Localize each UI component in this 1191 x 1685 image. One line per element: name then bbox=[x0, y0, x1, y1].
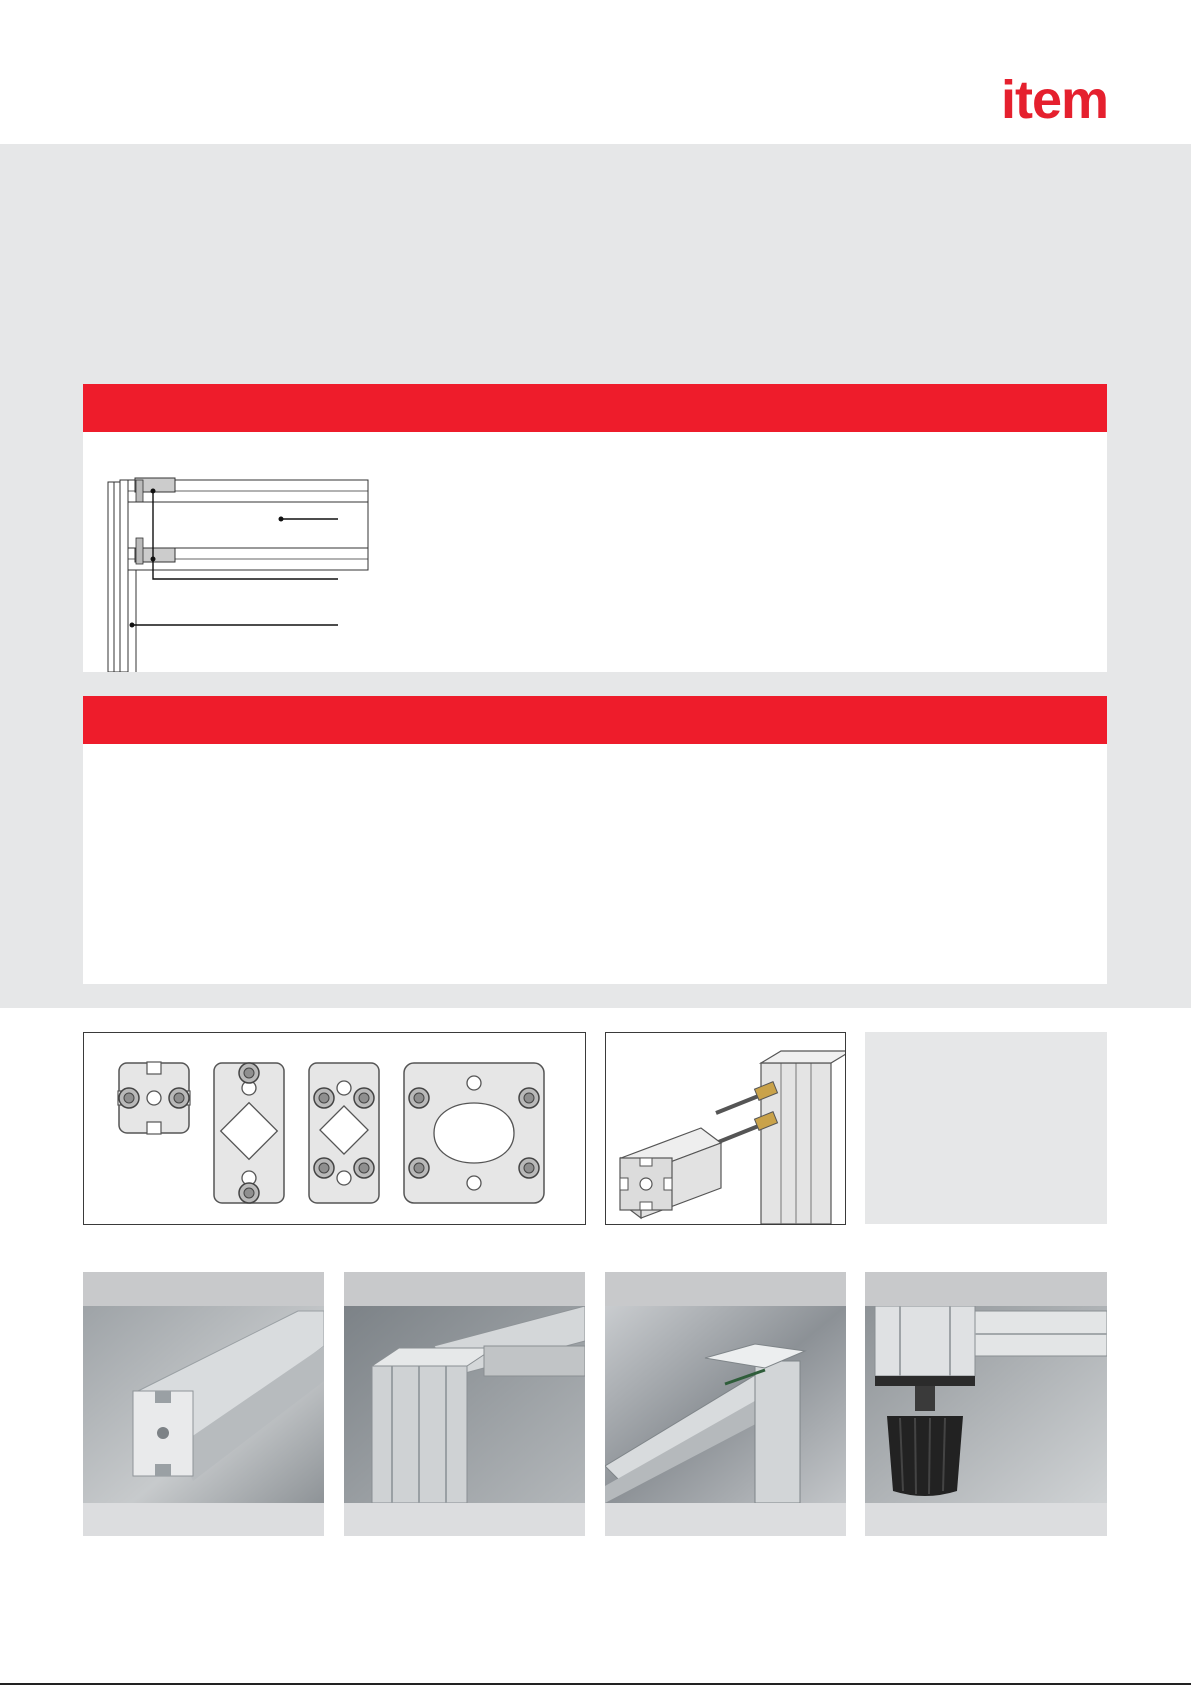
photo-card bbox=[605, 1272, 846, 1536]
photo-caption-bottom bbox=[605, 1503, 846, 1536]
photo-card bbox=[83, 1272, 324, 1536]
photo-caption-bottom bbox=[83, 1503, 324, 1536]
photo-caption-top bbox=[865, 1272, 1107, 1306]
profile-cross-sections-figure bbox=[83, 1032, 586, 1225]
profile-fastening-icon bbox=[606, 1033, 845, 1224]
construction-panel bbox=[83, 432, 1107, 672]
profile-cross-section-icon bbox=[84, 1033, 585, 1224]
section-header-bar bbox=[83, 696, 1107, 744]
info-card bbox=[865, 1032, 1107, 1224]
section-heading bbox=[83, 397, 97, 419]
profile-joint-photo bbox=[605, 1306, 846, 1503]
profile-fastening-figure bbox=[605, 1032, 846, 1225]
photo-caption-top bbox=[605, 1272, 846, 1306]
section-heading bbox=[83, 709, 97, 731]
photo-card bbox=[344, 1272, 585, 1536]
brand-logo: item bbox=[1000, 70, 1108, 130]
section-header-bar bbox=[83, 384, 1107, 432]
details-panel bbox=[83, 744, 1107, 984]
photo-caption-top bbox=[83, 1272, 324, 1306]
photo-card bbox=[865, 1272, 1107, 1536]
aluminium-profile-photo bbox=[83, 1306, 324, 1503]
panel-frame-diagram bbox=[83, 432, 383, 672]
photo-caption-bottom bbox=[344, 1503, 585, 1536]
photo-caption-top bbox=[344, 1272, 585, 1306]
heavy-profile-frame-photo bbox=[344, 1306, 585, 1503]
leveling-foot-photo bbox=[865, 1306, 1107, 1503]
photo-caption-bottom bbox=[865, 1503, 1107, 1536]
